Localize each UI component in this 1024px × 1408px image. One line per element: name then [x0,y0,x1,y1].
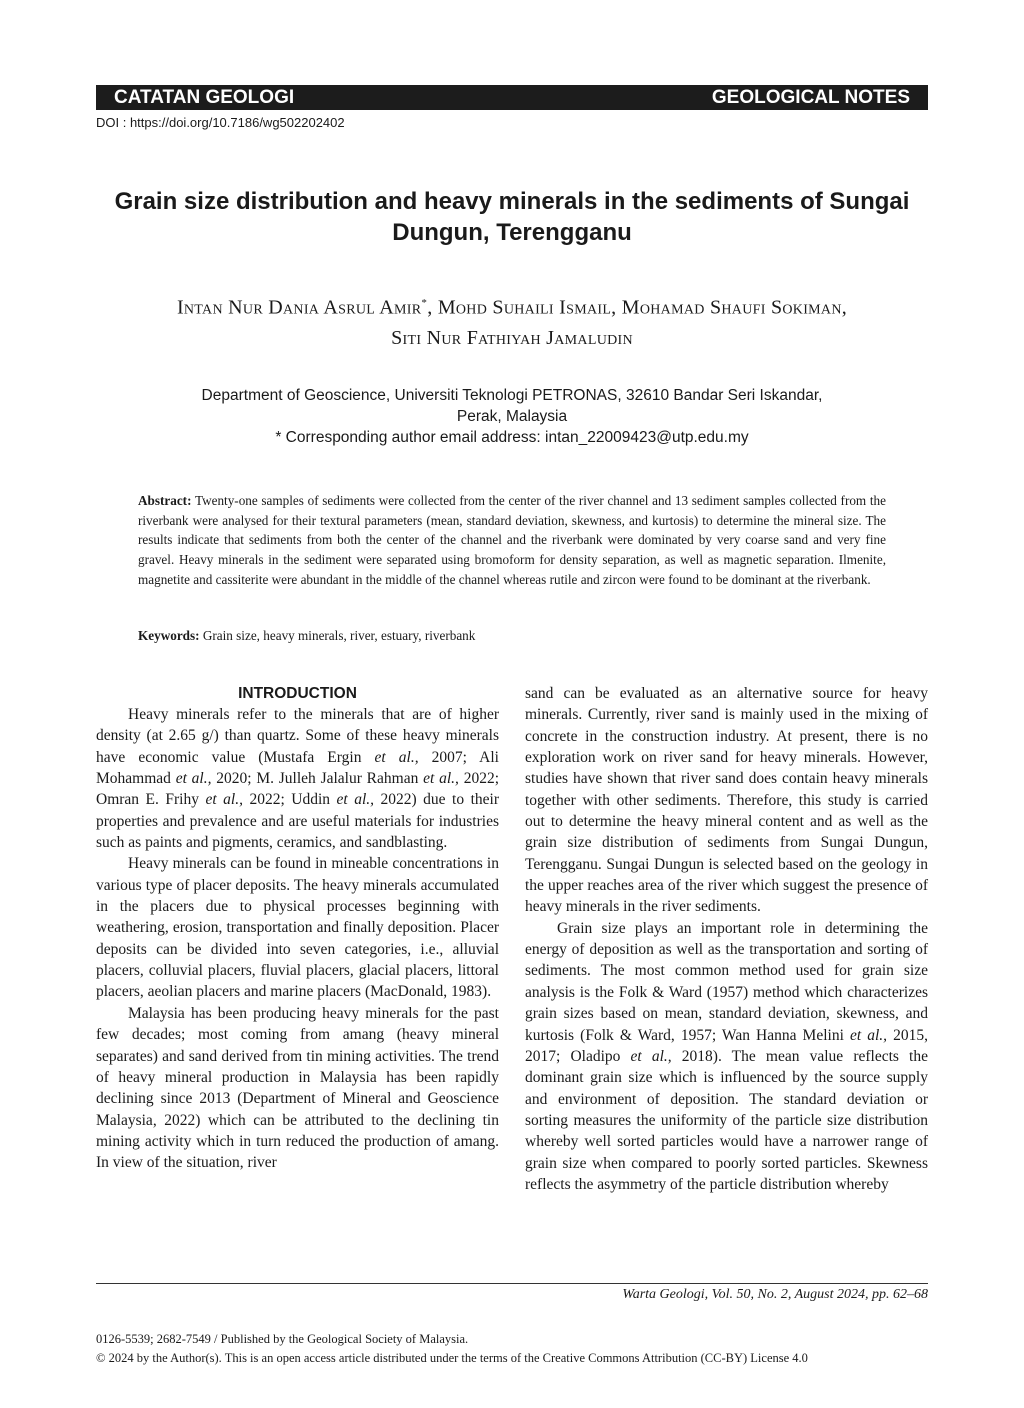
paragraph-4: sand can be evaluated as an alternative source for heavy minerals. Currently, river sand is mainly used in the mixing of concrete in the construction industry. At present, there is no exploration work on river sand for heavy minerals. However, studies have shown that river sand does contain heavy minerals together with other sediments. Therefore, this study is carried out to determine the heavy mineral content and as well as the grain size distribution of sediments from Sungai Dungun, Terengganu. Sungai Dungun is selected based on the geology in the upper reaches area of the river which suggest the presence of heavy minerals in the river sediments. [525,685,928,916]
paragraph-5: Grain size plays an important role in determining the energy of deposition as well as the transportation and sorting of sediments. The most common method used for grain size analysis is the Folk & Ward (1957) method which characterizes grain sizes based on mean, standard deviation, skewness, and kurtosis (Folk & Ward, 1957; Wan Hanna Melini et al., 2015, 2017; Oladipo et al., 2018). The mean value reflects the dominant grain size which is influenced by the source supply and environment of deposition. The standard deviation or sorting measures the uniformity of the particle size distribution whereby well sorted particles would have a narrower range of grain size when compared to poorly sorted particles. Skewness reflects the asymmetry of the particle distribution whereby [525,919,928,1193]
footer-divider [96,1283,928,1284]
first-author: Intan Nur Dania Asrul Amir [176,296,422,319]
affiliation [96,385,928,448]
article-title: Grain size distribution and heavy minerals in the sediments of Sungai Dungun, Terengganu [114,188,910,246]
abstract [138,491,886,590]
page-footer [96,1330,956,1368]
corresponding-email: * Corresponding author email address: intan_22009423@utp.edu.my [275,429,749,446]
co-authors: , Mohd Suhaili Ismail, Mohamad Shaufi Sokiman, [427,296,848,319]
header-left-label: CATATAN GEOLOGI [114,87,295,108]
author-list [96,288,928,353]
keywords [138,626,886,645]
keywords-label: Keywords: [138,628,200,643]
affiliation-line1: Department of Geoscience, Universiti Teknologi PETRONAS, 32610 Bandar Seri Iskandar, [201,387,823,404]
left-column [96,683,499,1174]
section-header-bar [96,85,928,110]
issn-line: 0126-5539; 2682-7549 / Published by the Geological Society of Malaysia. [96,1332,469,1346]
doi-line[interactable]: DOI : https://doi.org/10.7186/wg502202402 [96,115,345,130]
paragraph-3: Malaysia has been producing heavy minerals for the past few decades; most coming from amang (heavy mineral separates) and sand derived from tin mining activities. The trend of heavy mineral production in Malaysia has been rapidly declining since 2013 (Department of Mineral and Geoscience Malaysia, 2022) which can be attributed to the declining tin mining activity which in turn reduced the production of amang. In view of the situation, river [96,1004,499,1172]
paragraph-2: Heavy minerals can be found in mineable concentrations in various type of placer deposits. The heavy minerals accumulated in the placers due to physical processes beginning with weathering, erosion, transportation and finally deposition. Placer deposits can be divided into seven categories, i.e., alluvial placers, colluvial placers, fluvial placers, glacial placers, littoral placers, aeolian placers and marine placers (MacDonald, 1983). [96,855,499,1001]
co-authors-line2: Siti Nur Fathiyah Jamaludin [391,326,633,349]
license-line: © 2024 by the Author(s). This is an open access article distributed under the terms of the Creative Commons Attribution (CC-BY) License 4.0 [96,1351,808,1365]
abstract-text: Twenty-one samples of sediments were collected from the center of the river channel and 13 sediment samples collected from the riverbank were analysed for their textural parameters (mean, standard deviation, skewness, and kurtosis) to determine the mineral size. The results indicate that sediments from both the center of the channel and the riverbank were dominated by very coarse sand and very fine gravel. Heavy minerals in the sediment were separated using bromoform for density separation, as well as magnetic separation. Ilmenite, magnetite and cassiterite were abundant in the middle of the channel whereas rutile and zircon were found to be dominant at the riverbank. [138,493,886,587]
journal-reference: Warta Geologi, Vol. 50, No. 2, August 2024, pp. 62–68 [622,1287,928,1302]
keywords-text: Grain size, heavy minerals, river, estuary, riverbank [202,628,476,643]
corresponding-mark: * [421,297,428,309]
paragraph-1: Heavy minerals refer to the minerals that are of higher density (at 2.65 g/) than quartz. Some of these heavy minerals have economic value (Mustafa Ergin et al., 2007; Ali Mohammad et al., 2020; M. Julleh Jalalur Rahman et al., 2022; Omran E. Frihy et al., 2022; Uddin et al., 2022) due to their properties and prevalence and are useful materials for industries such as paints and pigments, ceramics, and sandblasting. [96,706,499,852]
section-heading-introduction: INTRODUCTION [238,685,357,702]
right-column [525,683,928,1195]
affiliation-line2: Perak, Malaysia [456,408,568,425]
abstract-label: Abstract: [138,493,192,508]
header-right-label: GEOLOGICAL NOTES [711,87,910,108]
